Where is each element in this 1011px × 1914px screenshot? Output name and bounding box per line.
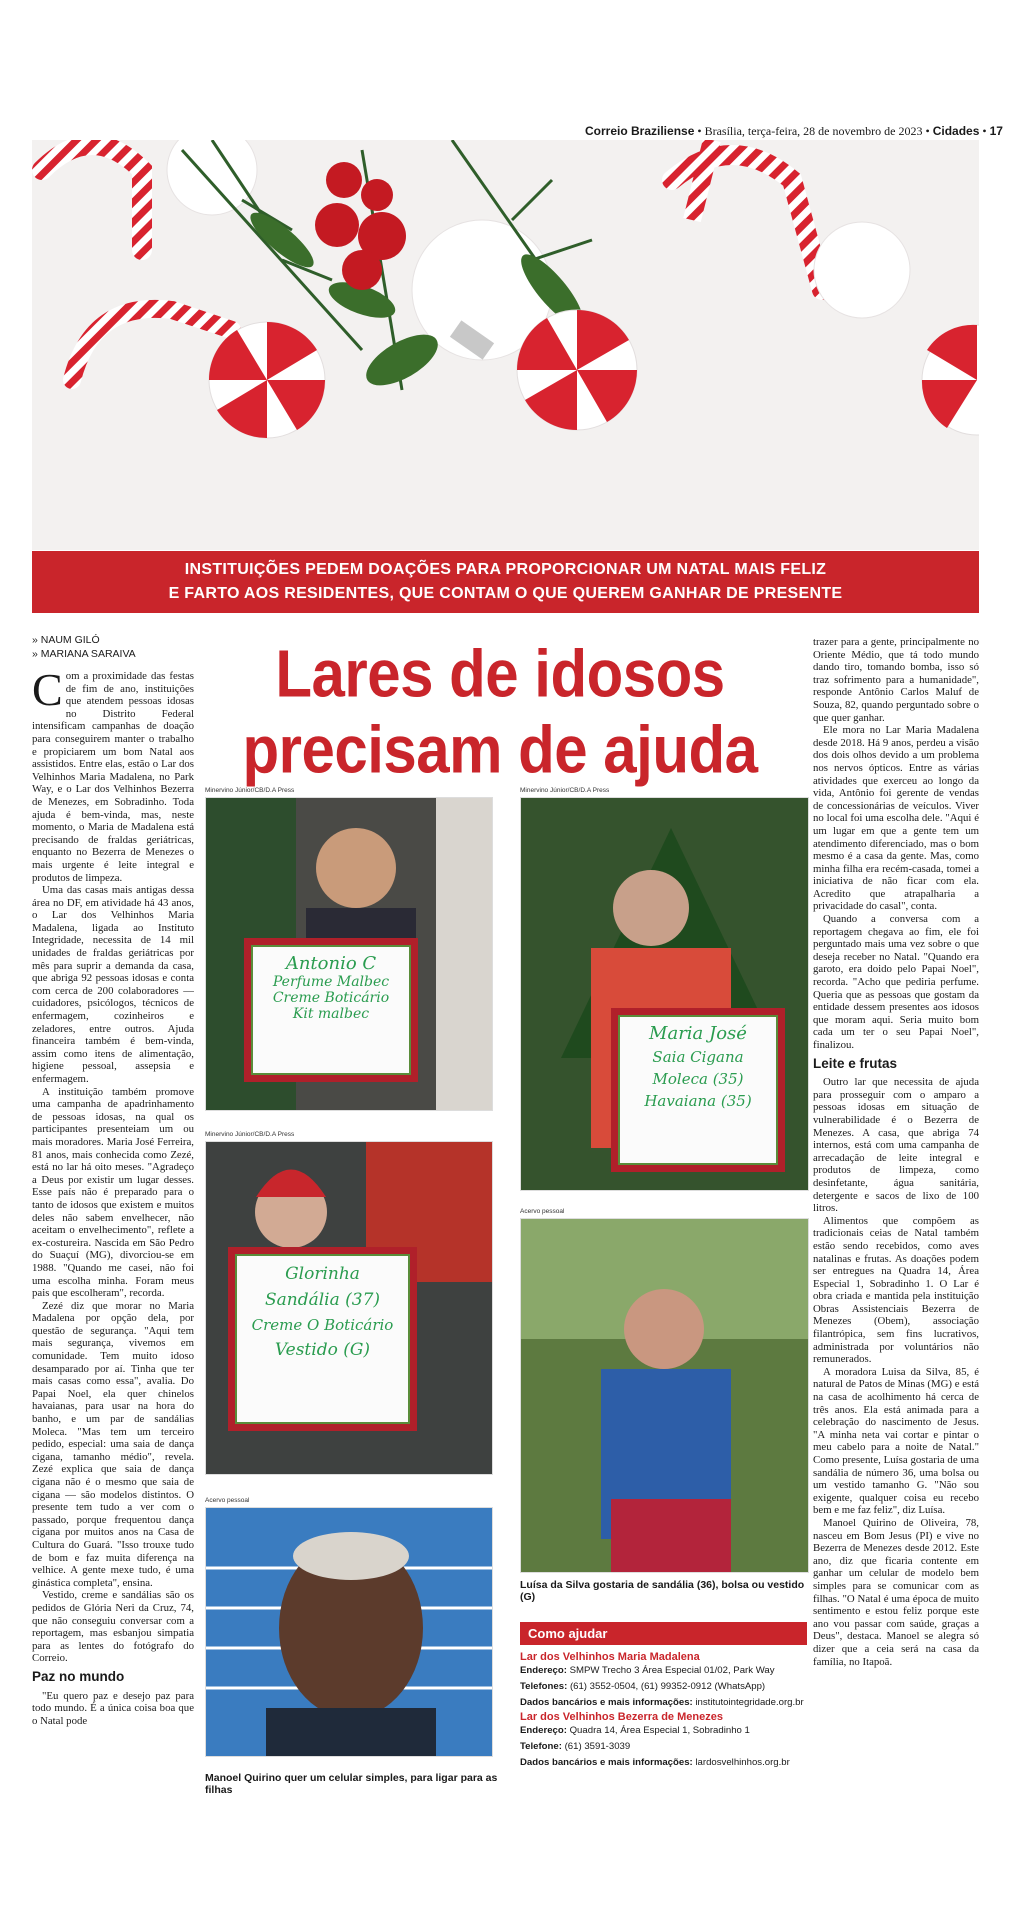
drop-cap: C — [32, 670, 63, 715]
photo-maria-jose — [520, 797, 809, 1191]
headline-line-1: Lares de idosos — [275, 636, 725, 712]
subheading-leite: Leite e frutas — [813, 1055, 898, 1071]
photo-credit: Acervo pessoal — [205, 1497, 250, 1504]
article-paragraph: A moradora Luisa da Silva, 85, é natural de Patos de Minas (MG) e está na casa de acolhimento há cerca de três anos. Ela está animada para a celebração do nascimento de Jesus. "A minha neta vai cortar e pintar o meu cabelo para a noite de Natal." Como presente, Luísa gostaria de uma sandália de número 36, uma bolsa ou um vestido tamanho G. "Não sou exigente, qualquer coisa eu recebo bem e me faz feliz", diz Luísa. — [813, 1365, 979, 1517]
banner-line-2: E FARTO AOS RESIDENTES, QUE CONTAM O QUE QUEREM GANHAR DE PRESENTE — [168, 585, 843, 602]
banner-line-1: INSTITUIÇÕES PEDEM DOAÇÕES PARA PROPORCIONAR UM NATAL MAIS FELIZ — [184, 561, 827, 578]
photo-credit: Acervo pessoal — [520, 1208, 565, 1215]
subheading-paz: Paz no mundo — [32, 1668, 125, 1684]
article-paragraph: "Eu quero paz e desejo paz para todo mundo. É a única coisa boa que o Natal pode — [32, 1689, 194, 1727]
article-paragraph: Alimentos que compõem as tradicionais ceias de Natal também estão sendo recebidos, como aves natalinas e frutas. As doações podem ser entregues na Quadra 14, Área Especial 1, Sobradinho 1. O Lar é obra criada e mantida pela instituição Obras Assistenciais Bezerra de Menezes (Obem), associação filantrópica, sem fins lucrativos, administrada por voluntários não remunerados. — [813, 1214, 979, 1366]
institution-phone: Telefone: (61) 3591-3039 — [520, 1741, 631, 1752]
article-paragraph: Zezé diz que morar no Maria Madalena por opção dela, por questão de segurança. "Aqui tem mais segurança, vivemos em comunidade. Tem muito idoso desamparado por aí. Tinha que ter mais casas como essa", avalia. Do Papai Noel, ela quer chinelos havaianas, para usar na hora do banho, e um par de sandálias Moleca. "Mas tem um terceiro pedido, especial: uma saia de dança cigana, tamanho médio", revela. Zezé explica que saia de dança cigana não é o mesmo que saia de cigana — são modelos distintos. O presente tem tudo a ver com o passado, porque frequentou dança cigana por muitos anos na Casa de Cultura do Guará. "Isso trouxe tudo de bom e faz muita diferença na velhice. A gente mexe tudo, é uma ginástica completa", ensina. — [32, 1299, 194, 1589]
subheadline-banner — [32, 551, 979, 613]
article-paragraph: Ele mora no Lar Maria Madalena desde 2018. Há 9 anos, perdeu a visão dos dois olhos devido a um problema nos nervos ópticos. Entre as várias atividades que exerceu ao longo da vida, Antônio foi gerente de vendas de concessionárias de veículos. Viver no local foi uma escolha dele. "Aqui é um lugar em que a gente tem um atendimento diferenciado, mas o bom mesmo é a casa da gente. Mas, como minha filha era recém-casada, tomei a iniciativa de não ficar com ela. Acredito que atrapalharia a privacidade do casal", conta. — [813, 724, 979, 913]
institution-address: Endereço: SMPW Trecho 3 Área Especial 01/02, Park Way — [520, 1665, 775, 1676]
wish-sign: Glorinha Sandália (37) Creme O Boticário Vestido (G) — [228, 1247, 417, 1431]
photo-manoel — [205, 1507, 493, 1757]
photo-antonio — [205, 797, 493, 1111]
caption-manoel: Manoel Quirino quer um celular simples, para ligar para as filhas — [205, 1772, 498, 1796]
article-column-4 — [813, 636, 979, 1882]
wish-sign: Maria José Saia Cigana Moleca (35) Havaiana (35) — [611, 1008, 785, 1172]
headline — [205, 636, 795, 788]
paper-name: Correio Braziliense — [585, 124, 695, 138]
article-paragraph: Manoel Quirino de Oliveira, 78, nasceu em Bom Jesus (PI) e vive no Bezerra de Menezes desde 2012. Este ano, diz que ficaria contente em ganhar um celular de modelo bem simples para se comunicar com as filhas. "O Natal é uma época de muito sentimento e estou feliz porque este ano vou passar com saúde, graças a Deus", destaca. Manoel se alegra só dizer que a ceia será na casa da família, no Itapoã. — [813, 1516, 979, 1668]
institution-bank-info: Dados bancários e mais informações: lardosvelhinhos.org.br — [520, 1757, 790, 1768]
wish-sign: Antonio C Perfume Malbec Creme Boticário Kit malbec — [244, 938, 418, 1082]
byline-2: » MARIANA SARAIVA — [32, 648, 136, 660]
dateline: Brasília, terça-feira, 28 de novembro de 2023 — [704, 124, 923, 138]
how-to-help-box — [520, 1622, 807, 1771]
institution-address: Endereço: Quadra 14, Área Especial 1, Sobradinho 1 — [520, 1725, 750, 1736]
article-paragraph: Quando a conversa com a reportagem chegava ao fim, ele foi perguntado mais uma vez sobre o que deseja receber no Natal. "Quando era garoto, era doido pelo Papai Noel", recorda. "Acho que pediria perfume. Queria que as pessoas que gostam da entidade dessem presentes aos idosos que moram aqui. Seria muito bom cada um ter o seu Papai Noel", finalizou. — [813, 913, 979, 1051]
article-paragraph: Vestido, creme e sandálias são os pedidos de Glória Neri da Cruz, 74, que não conseguiu conversar com a reportagem, mas esbanjou simpatia para as lentes do fotógrafo do Correio. — [32, 1589, 194, 1665]
photo-glorinha — [205, 1141, 493, 1475]
article-paragraph: Com a proximidade das festas de fim de ano, instituições que atendem pessoas idosas no Distrito Federal intensificam campanhas de doação para conseguirem manter o trabalho e propiciarem um bom Natal aos assistidos. Entre elas, estão o Lar dos Velhinhos Maria Madalena, no Park Way, e o Lar dos Velhinhos Bezerra de Menezes, em Sobradinho. Toda ajuda é bem-vinda, mas, neste momento, o Maria de Madalena está precisando de fraldas geriátricas, enquanto no Bezerra de Menezes o mais urgente é leite integral e produtos de limpeza. — [32, 670, 194, 884]
caption-luisa: Luísa da Silva gostaria de sandália (36), bolsa ou vestido (G) — [520, 1579, 805, 1603]
bylines — [32, 633, 136, 661]
photo-luisa — [520, 1218, 809, 1573]
photo-credit: Minervino Júnior/CB/D.A Press — [205, 787, 295, 794]
institution-name: Lar dos Velhinhos Maria Madalena — [520, 1651, 700, 1663]
section-name: Cidades — [932, 124, 980, 138]
institution-bank-info: Dados bancários e mais informações: institutointegridade.org.br — [520, 1697, 804, 1708]
institution-name: Lar dos Velhinhos Bezerra de Menezes — [520, 1711, 723, 1723]
byline-1: » NAUM GILÓ — [32, 634, 100, 646]
headline-line-2: precisam de ajuda — [242, 712, 758, 788]
institution-link[interactable]: lardosvelhinhos.org.br — [695, 1757, 790, 1768]
article-paragraph: A instituição também promove uma campanha de apadrinhamento de pessoas idosas, na qual os participantes presenteiam um ou mais moradores. Maria José Ferreira, 81 anos, mais conhecida como Zezé, está no lar há oito meses. "Agradeço a Deus por existir um lugar desses. Esse país não é preparado para o tanto de idosos que existem e muitos deles não sabem envelhecer, não aceitam o envelhecimento", reflete a ex-costureira. Nascida em São Pedro do Suaçuí (MG), divorciou-se em 1988. "Quando me casei, não foi uma escolha minha. Foram meus pais que escolheram", recorda. — [32, 1085, 194, 1300]
how-to-help-title: Como ajudar — [520, 1622, 807, 1645]
christmas-hero-image — [32, 140, 979, 550]
article-paragraph: trazer para a gente, principalmente no Oriente Médio, que tá todo mundo dando tiro, tomando bomba, isso só traz sofrimento para a humanidade", responde Antônio Carlos Maluf de Souza, 82, quando perguntado sobre o que quer ganhar. — [813, 636, 979, 724]
photo-credit: Minervino Júnior/CB/D.A Press — [520, 787, 610, 794]
masthead: Correio Braziliense • Brasília, terça-feira, 28 de novembro de 2023 • Cidades • 17 — [585, 124, 1003, 138]
article-column-1 — [32, 670, 194, 1878]
article-paragraph: Outro lar que necessita de ajuda para prosseguir com o amparo a pessoas idosas em situação de vulnerabilidade é o Bezerra de Menezes. A casa, que abriga 74 internos, está com uma campanha de arrecadação de leite integral e produtos de limpeza, como desinfetante, água sanitária, detergente e sacos de lixo de 100 litros. — [813, 1076, 979, 1215]
photo-credit: Minervino Júnior/CB/D.A Press — [205, 1131, 295, 1138]
institution-link[interactable]: institutointegridade.org.br — [695, 1697, 804, 1708]
page-number: 17 — [989, 124, 1003, 138]
article-paragraph: Uma das casas mais antigas dessa área no DF, em atividade há 43 anos, o Lar dos Velhinhos Maria Madalena, ligada ao Instituto Integridade, necessita de 14 mil unidades de fraldas geriátricas por mês para suprir a demanda da casa, que abriga 92 pessoas idosas e conta com cerca de 200 colaboradores — cuidadores, psicólogos, técnicos de enfermagem, cozinheiros e zeladores, entre outros. Ajuda financeira também é bem-vinda, assim como itens de alimentação, higiene pessoal, assepsia e enfermagem. — [32, 884, 194, 1085]
institution-phone: Telefones: (61) 3552-0504, (61) 99352-0912 (WhatsApp) — [520, 1681, 766, 1692]
